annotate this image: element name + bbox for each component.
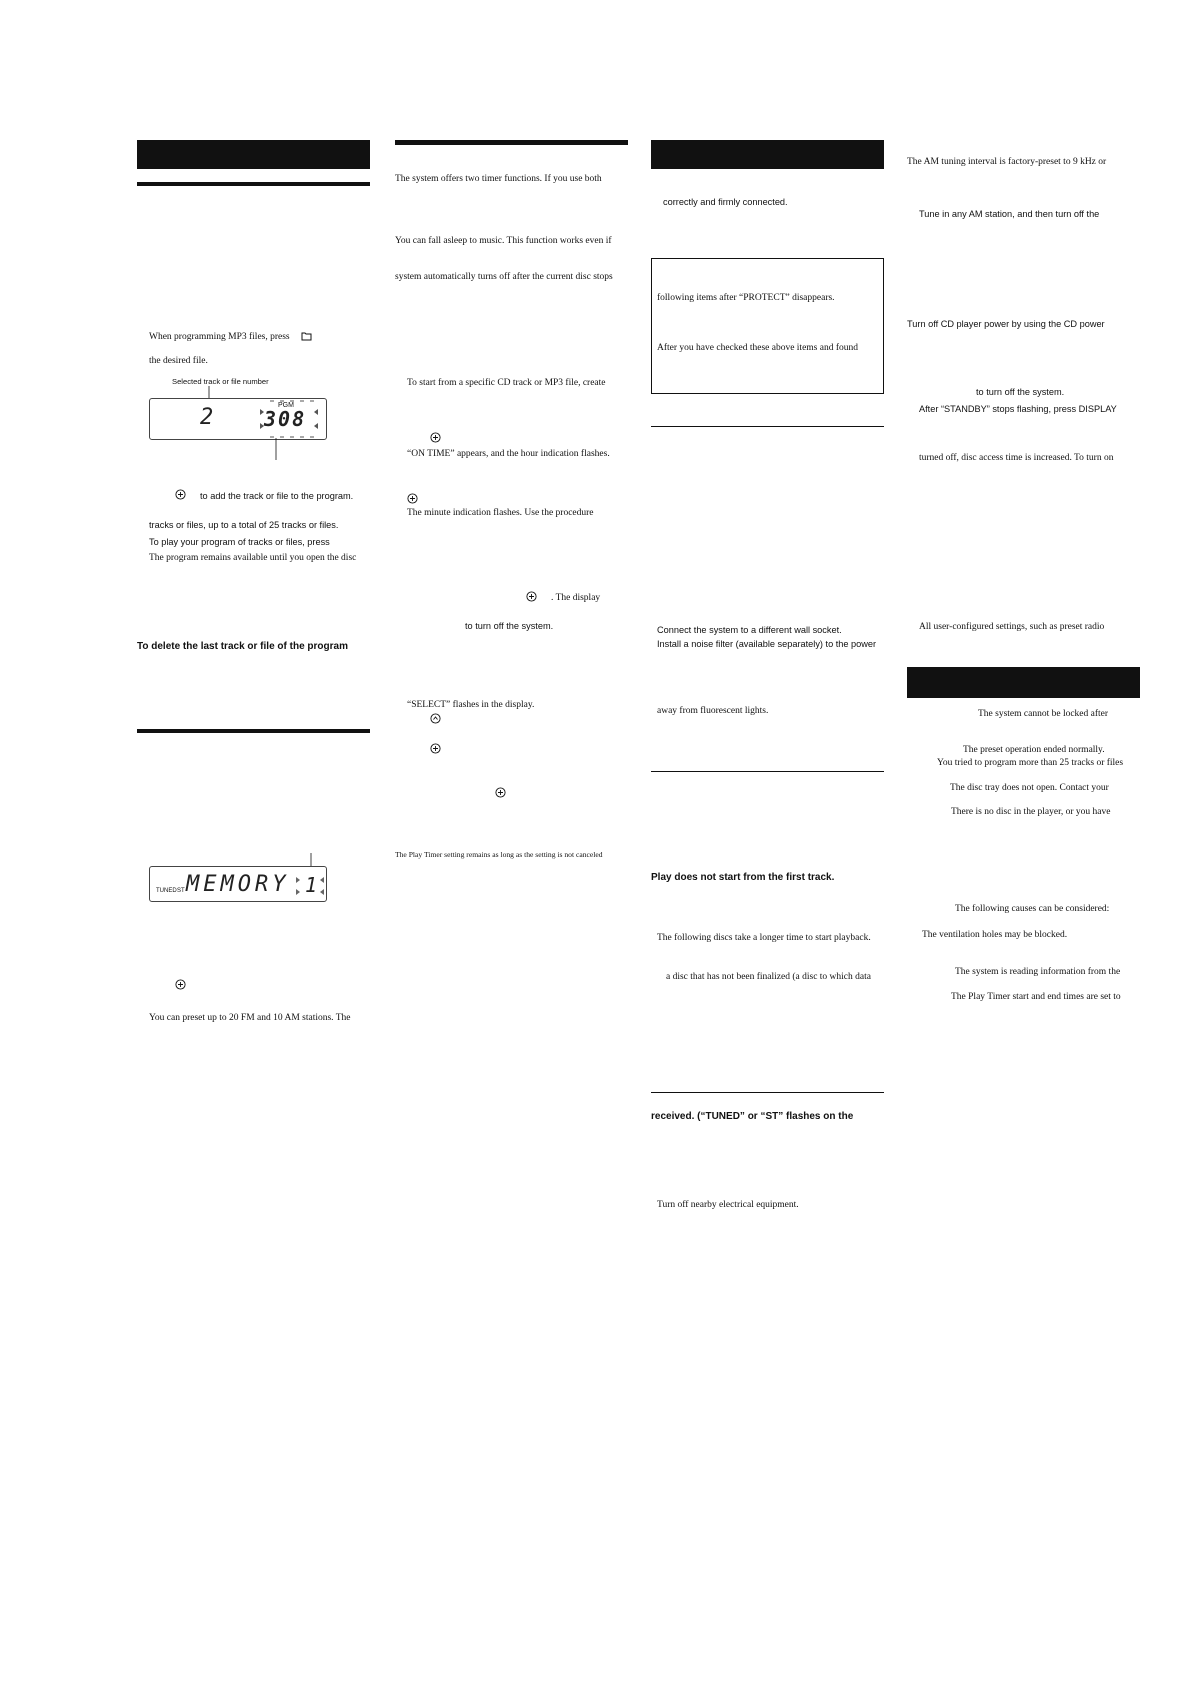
enter-button-icon-4 bbox=[407, 493, 418, 504]
display-pgm: PGM bbox=[278, 402, 294, 409]
section-rule bbox=[137, 182, 370, 186]
start-specific: To start from a specific CD track or MP3 file, create bbox=[407, 378, 606, 388]
play-timer-times: The Play Timer start and end times are set to bbox=[951, 992, 1121, 1002]
program-remains: The program remains available until you open the disc bbox=[149, 553, 357, 563]
memory-flash-icon bbox=[292, 867, 328, 903]
enter-button-icon-7 bbox=[495, 787, 506, 798]
divider-2 bbox=[651, 771, 884, 772]
display-indicators-icon bbox=[250, 399, 328, 441]
divider-3 bbox=[651, 1092, 884, 1093]
not-locked: The system cannot be locked after bbox=[978, 709, 1109, 719]
section-header-bar-col4 bbox=[907, 667, 1140, 698]
section-rule-2 bbox=[137, 729, 370, 733]
enter-button-icon bbox=[175, 489, 186, 500]
fluorescent: away from fluorescent lights. bbox=[657, 706, 769, 716]
display-st: ST bbox=[177, 888, 185, 894]
no-disc: There is no disc in the player, or you have bbox=[951, 807, 1111, 817]
display-track-number: 2 bbox=[200, 405, 216, 430]
turn-off-system: to turn off the system. bbox=[465, 621, 554, 631]
access-time: turned off, disc access time is increased. To turn on bbox=[919, 453, 1114, 463]
enter-button-icon-2 bbox=[175, 979, 186, 990]
causes: The following causes can be considered: bbox=[955, 904, 1110, 914]
select-flashes: “SELECT” flashes in the display. bbox=[407, 700, 535, 710]
not-finalized: a disc that has not been finalized (a disc to which data bbox=[666, 972, 871, 982]
timer-intro: The system offers two timer functions. If you use both bbox=[395, 174, 602, 184]
enter-button-icon-6 bbox=[430, 743, 441, 754]
program-limit: tracks or files, up to a total of 25 tracks or files. bbox=[149, 520, 339, 530]
am-interval: The AM tuning interval is factory-preset to 9 kHz or bbox=[907, 157, 1107, 167]
longer-time: The following discs take a longer time to start playback. bbox=[657, 933, 871, 943]
delete-heading: To delete the last track or file of the program bbox=[137, 641, 348, 652]
on-time: “ON TIME” appears, and the hour indication flashes. bbox=[407, 449, 610, 459]
section-header-bar-col3 bbox=[651, 140, 884, 169]
received-heading: received. (“TUNED” or “ST” flashes on the bbox=[651, 1111, 854, 1122]
first-track-heading: Play does not start from the first track. bbox=[651, 872, 835, 883]
cd-power: Turn off CD player power by using the CD power bbox=[907, 319, 1105, 329]
play-program: To play your program of tracks or files, press bbox=[149, 537, 330, 547]
mp3-hint-cont: the desired file. bbox=[149, 356, 208, 366]
sleep-timer: You can fall asleep to music. This function works even if bbox=[395, 236, 612, 246]
lcd-display-memory bbox=[149, 866, 327, 902]
section-rule-col2 bbox=[395, 140, 628, 145]
display-memory-text: MEMORY bbox=[186, 872, 290, 897]
tried-program: You tried to program more than 25 tracks or files bbox=[937, 758, 1124, 768]
minute-indication: The minute indication flashes. Use the procedure bbox=[407, 508, 594, 518]
divider-1 bbox=[651, 426, 884, 427]
enter-button-icon-3 bbox=[430, 432, 441, 443]
play-timer-note: The Play Timer setting remains as long as the setting is not canceled bbox=[395, 850, 603, 859]
protect-items: following items after “PROTECT” disappears. bbox=[657, 293, 835, 303]
tuning-button-icon bbox=[430, 713, 441, 724]
preset-normal: The preset operation ended normally. bbox=[963, 745, 1105, 755]
turn-off-system-2: to turn off the system. bbox=[976, 387, 1065, 397]
noise-filter: Install a noise filter (available separately) to the power bbox=[657, 639, 877, 649]
lcd-display-program bbox=[149, 398, 327, 440]
tray-not-open: The disc tray does not open. Contact your bbox=[950, 783, 1109, 793]
protect-notice-box bbox=[651, 258, 884, 394]
display-memory-number: 1 bbox=[305, 873, 320, 897]
folder-icon bbox=[301, 331, 312, 342]
wall-socket: Connect the system to a different wall socket. bbox=[657, 625, 842, 635]
section-header-bar bbox=[137, 140, 370, 169]
reading-info: The system is reading information from the bbox=[955, 967, 1121, 977]
standby-flashing: After “STANDBY” stops flashing, press DISPLAY bbox=[919, 404, 1117, 414]
display-leader-line bbox=[273, 438, 279, 460]
after-checked: After you have checked these above items and found bbox=[657, 343, 859, 353]
display-caption: Selected track or file number bbox=[172, 377, 269, 386]
display-file-number: 308 bbox=[264, 407, 307, 431]
auto-off: system automatically turns off after the current disc stops bbox=[395, 272, 613, 282]
nearby-equipment: Turn off nearby electrical equipment. bbox=[657, 1200, 799, 1210]
display-text: . The display bbox=[551, 593, 601, 603]
preset-limit: You can preset up to 20 FM and 10 AM stations. The bbox=[149, 1013, 351, 1023]
enter-button-icon-5 bbox=[526, 591, 537, 602]
user-settings: All user-configured settings, such as preset radio bbox=[919, 622, 1105, 632]
tune-am: Tune in any AM station, and then turn off the bbox=[919, 209, 1100, 219]
mp3-hint: When programming MP3 files, press bbox=[149, 332, 290, 342]
ventilation: The ventilation holes may be blocked. bbox=[922, 930, 1068, 940]
display-tuned: TUNED bbox=[156, 888, 177, 894]
add-to-program: to add the track or file to the program. bbox=[200, 491, 354, 501]
firmly-connected: correctly and firmly connected. bbox=[663, 197, 788, 207]
